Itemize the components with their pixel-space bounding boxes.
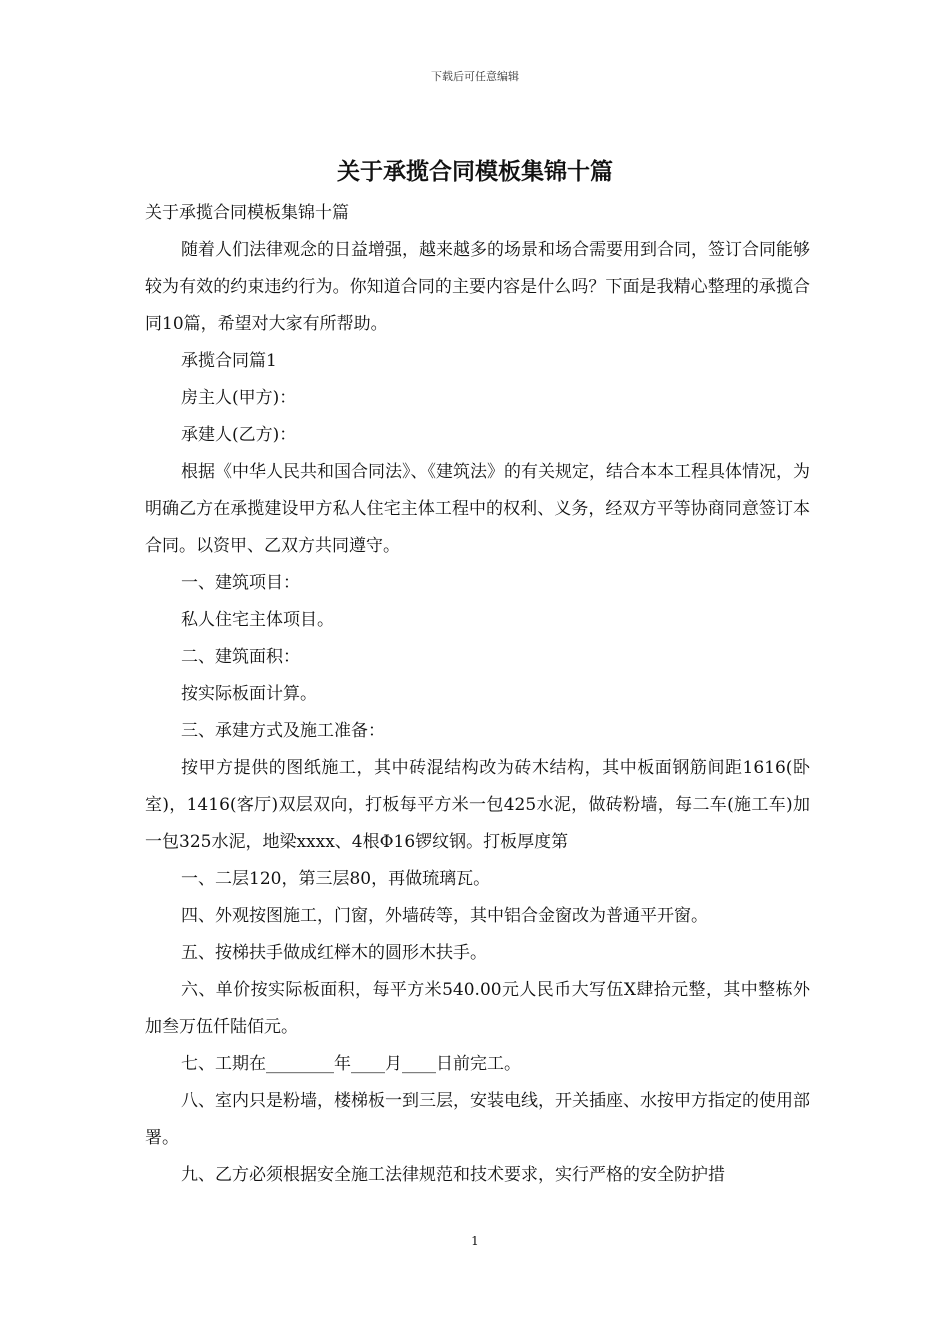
party-b-line: 承建人(乙方)： <box>181 425 297 445</box>
clause-text: 五、按梯扶手做成红榉木的圆形木扶手。 <box>181 943 487 963</box>
clause-text: 八、室内只是粉墙，楼梯板一到三层，安装电线，开关插座、水按甲方指定的使用部署。 <box>145 1091 810 1148</box>
body-subtitle: 关于承揽合同模板集锦十篇 <box>145 203 349 223</box>
clause-text: 私人住宅主体项目。 <box>181 610 334 630</box>
clause-heading: 二、建筑面积： <box>181 647 300 667</box>
clause-text: 九、乙方必须根据安全施工法律规范和技术要求，实行严格的安全防护措 <box>181 1165 725 1185</box>
clause-heading: 一、建筑项目： <box>181 573 300 593</box>
page-number: 1 <box>471 1234 479 1248</box>
party-a-line: 房主人(甲方)： <box>181 388 297 408</box>
preamble-paragraph: 根据《中华人民共和国合同法》、《建筑法》的有关规定，结合本本工程具体情况，为明确乙方在承揽建设甲方私人住宅主体工程中的权利、义务，经双方平等协商同意签订本合同。以资甲、乙双方共同遵守。 <box>145 462 810 556</box>
intro-paragraph: 随着人们法律观念的日益增强，越来越多的场景和场合需要用到合同，签订合同能够较为有效的约束违约行为。你知道合同的主要内容是什么吗？下面是我精心整理的承揽合同10篇，希望对大家有所帮助。 <box>145 240 810 334</box>
clause-text: 六、单价按实际板面积，每平方米540.00元人民币大写伍Ⅹ肆拾元整，其中整栋外加叁万伍仟陆佰元。 <box>145 980 810 1037</box>
clause-text: 七、工期在________年____月____日前完工。 <box>181 1054 521 1074</box>
clause-text: 四、外观按图施工，门窗，外墙砖等，其中铝合金窗改为普通平开窗。 <box>181 906 708 926</box>
clause-text: 一、二层120，第三层80，再做琉璃瓦。 <box>181 869 491 889</box>
document-body <box>145 195 810 1194</box>
header-note: 下载后可任意编辑 <box>431 70 519 83</box>
clause-text: 按甲方提供的图纸施工，其中砖混结构改为砖木结构，其中板面钢筋间距1616(卧室)，1416(客厅)双层双向，打板每平方米一包425水泥，做砖粉墙，每二车(施工车)加一包325水泥，地梁xxxx、4根Φ16锣纹钢。打板厚度第 <box>145 758 810 852</box>
clause-heading: 三、承建方式及施工准备： <box>181 721 385 741</box>
clause-text: 按实际板面计算。 <box>181 684 317 704</box>
section-heading: 承揽合同篇1 <box>181 351 277 371</box>
document-title: 关于承揽合同模板集锦十篇 <box>337 159 613 185</box>
